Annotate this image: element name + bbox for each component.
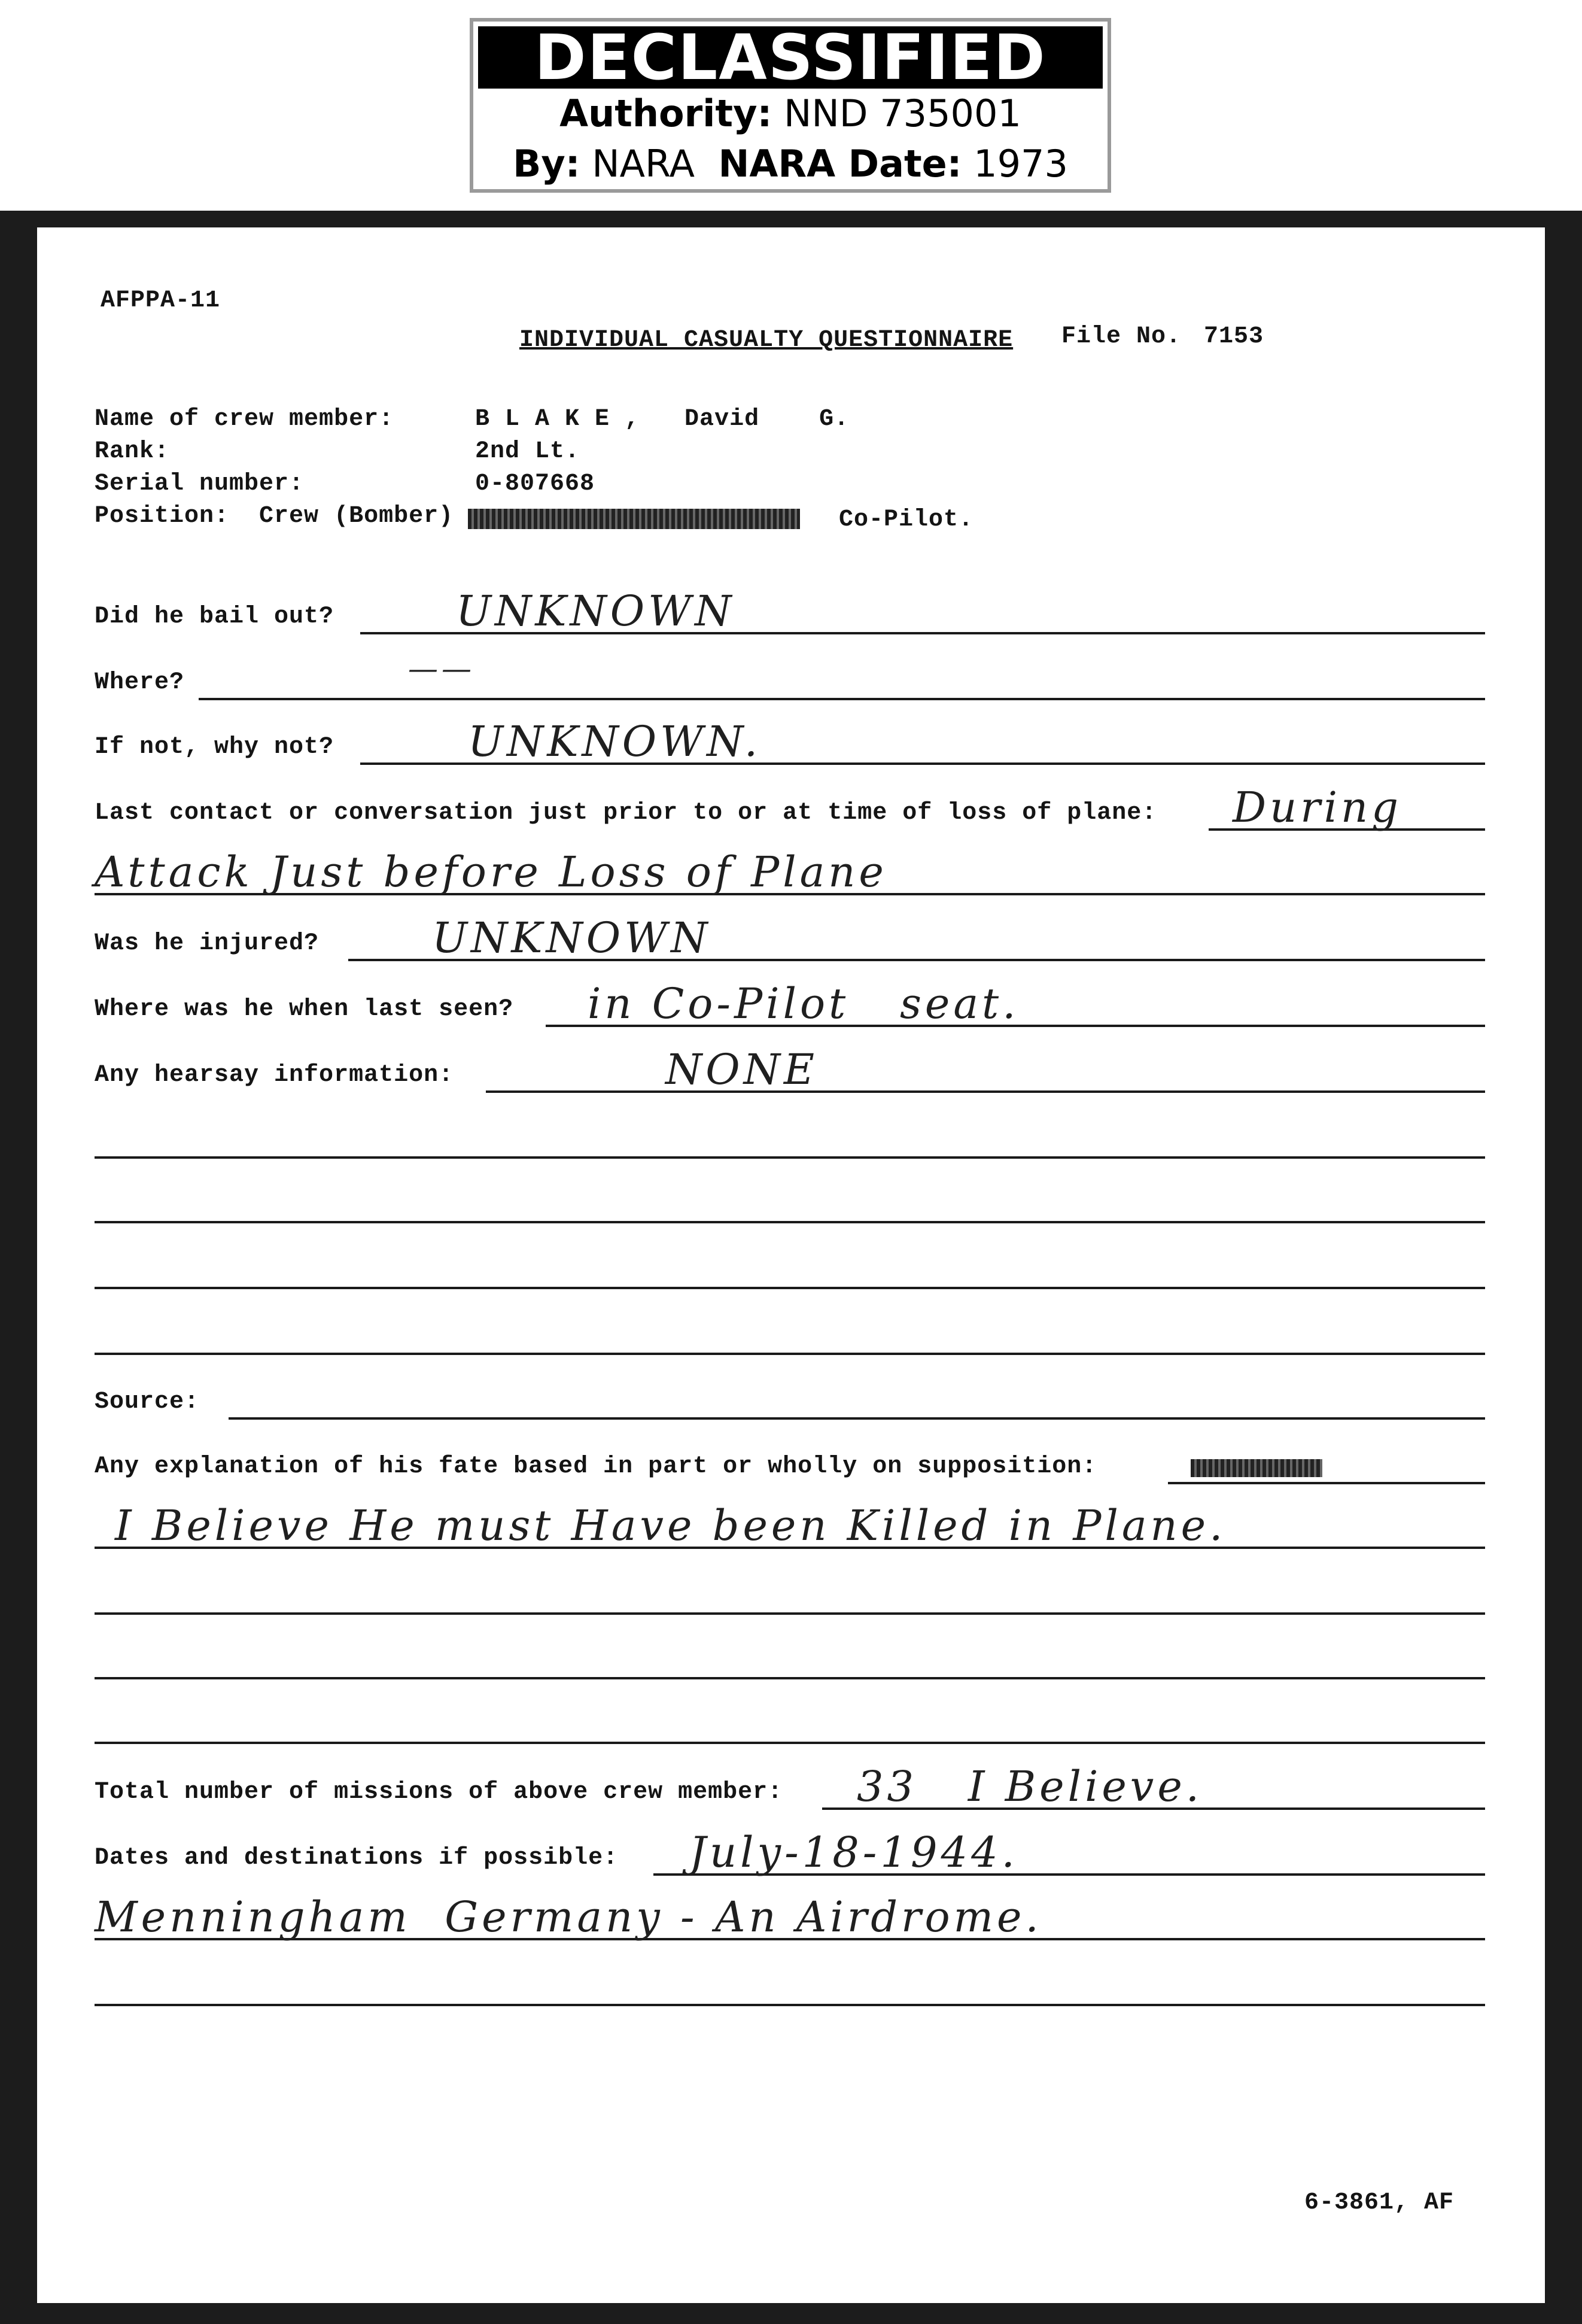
last-seen-answer: in Co-Pilot seat.: [588, 979, 1020, 1028]
hearsay-label: Any hearsay information:: [95, 1062, 454, 1089]
injured-label: Was he injured?: [95, 930, 320, 957]
serial-value: 0-807668: [475, 470, 595, 497]
stamp-by-date: [473, 139, 1108, 189]
declassified-stamp: [470, 18, 1111, 193]
why-not-label: If not, why not?: [95, 734, 334, 761]
stamp-by-value: NARA: [592, 142, 695, 186]
struck-through-text: [468, 509, 800, 529]
supposition-line-1: [1168, 1482, 1485, 1484]
stamp-date-label: NARA Date:: [718, 142, 962, 186]
blank-line: [95, 1612, 1485, 1615]
dates-label: Dates and destinations if possible:: [95, 1845, 619, 1872]
stamp-authority-label: Authority:: [559, 92, 772, 135]
blank-line: [95, 1221, 1485, 1223]
last-contact-answer-2: Attack Just before Loss of Plane: [95, 847, 887, 897]
bail-out-label: Did he bail out?: [95, 603, 334, 630]
injured-answer: UNKNOWN: [432, 913, 711, 962]
blank-line: [95, 1353, 1485, 1355]
supposition-answer: I Believe He must Have been Killed in Plane.: [115, 1501, 1227, 1550]
missions-label: Total number of missions of above crew member:: [95, 1779, 783, 1806]
supposition-label: Any explanation of his fate based in part or wholly on supposition:: [95, 1453, 1097, 1480]
where-label: Where?: [95, 669, 185, 696]
hearsay-line: [486, 1090, 1485, 1093]
rank-value: 2nd Lt.: [475, 438, 580, 465]
dates-answer-2: Menningham Germany - An Airdrome.: [95, 1892, 1042, 1942]
questionnaire-page: [37, 227, 1545, 2303]
bail-out-answer: UNKNOWN: [456, 587, 735, 636]
blank-line: [95, 2004, 1485, 2006]
last-seen-label: Where was he when last seen?: [95, 996, 514, 1023]
name-label: Name of crew member:: [95, 406, 394, 433]
stamp-authority-value: NND 735001: [784, 92, 1021, 135]
name-value: B L A K E , David G.: [475, 406, 850, 433]
rank-label: Rank:: [95, 438, 170, 465]
where-answer: ——: [408, 651, 475, 686]
serial-label: Serial number:: [95, 470, 305, 497]
source-label: Source:: [95, 1389, 200, 1415]
scan-frame: [0, 211, 1582, 2324]
position-label: Position: Crew (Bomber): [95, 503, 454, 530]
stamp-by-label: By:: [513, 142, 580, 186]
form-title: INDIVIDUAL CASUALTY QUESTIONNAIRE: [519, 327, 1014, 354]
source-line: [229, 1417, 1485, 1420]
blank-line: [95, 1742, 1485, 1744]
missions-answer: 33 I Believe.: [857, 1762, 1203, 1811]
form-code: AFPPA-11: [101, 287, 221, 314]
stamp-title: DECLASSIFIED: [478, 26, 1103, 89]
file-number-label: File No.: [1061, 323, 1182, 350]
hearsay-answer: NONE: [665, 1045, 818, 1094]
stamp-date-value: 1973: [973, 142, 1068, 186]
file-number: 7153: [1204, 323, 1264, 350]
position-value: Co-Pilot.: [839, 506, 974, 533]
stamp-authority: [473, 89, 1108, 139]
why-not-answer: UNKNOWN.: [468, 717, 762, 766]
blank-line: [95, 1156, 1485, 1159]
last-contact-answer-1: During: [1233, 783, 1402, 832]
blank-line: [95, 1677, 1485, 1679]
struck-through-text: [1191, 1459, 1322, 1477]
where-line: [199, 698, 1485, 700]
blank-line: [95, 1287, 1485, 1289]
dates-answer-1: July-18-1944.: [689, 1828, 1018, 1877]
footer-form-code: 6-3861, AF: [1304, 2189, 1455, 2216]
last-contact-label: Last contact or conversation just prior to or at time of loss of plane:: [95, 800, 1157, 827]
